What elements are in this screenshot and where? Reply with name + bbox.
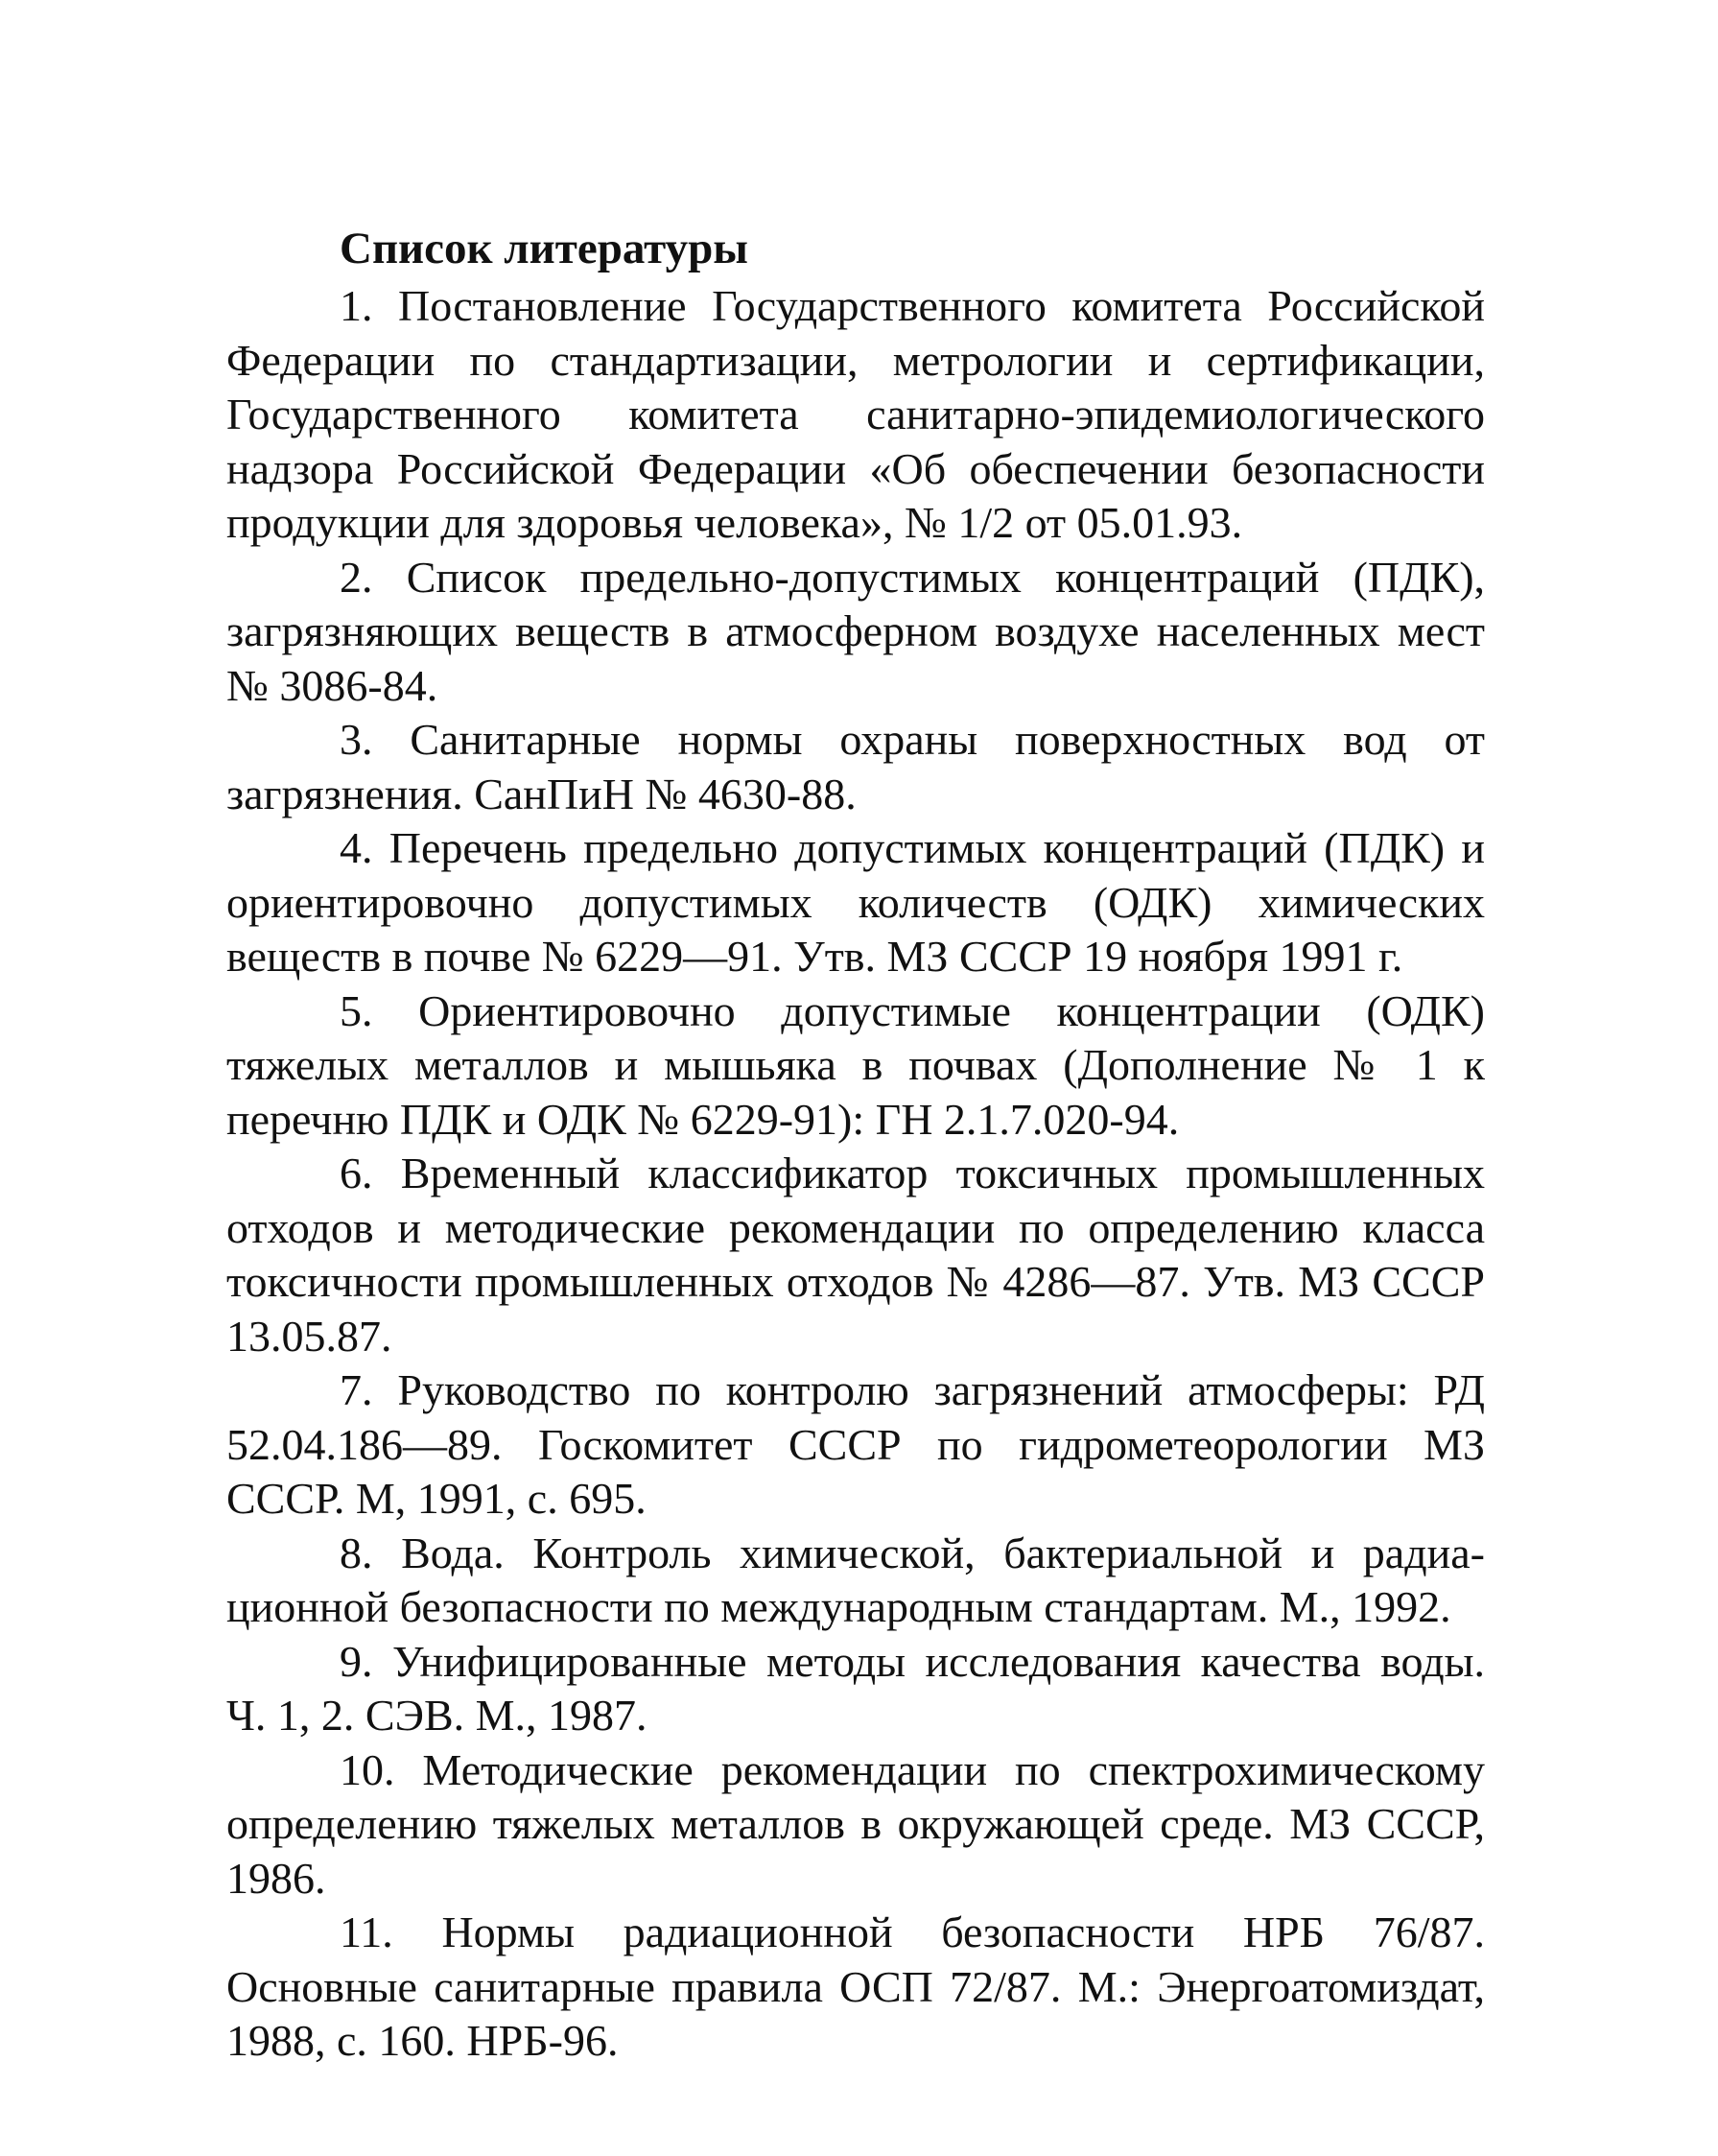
reference-text: Унифицированные методы исследования качества воды. Ч. 1, 2. СЭВ. М., 1987. — [226, 1636, 1485, 1740]
reference-text: Перечень предельно допустимых концентраций (ПДК) и ориентировочно допустимых количеств (ОДК) химических веществ в почве № 6229—91. Утв. МЗ СССР 19 ноября 1991 г. — [226, 823, 1486, 981]
reference-text: Вода. Контроль химической, бактериальной и радиационной безопасности по международным стандартам. М., 1992. — [226, 1528, 1485, 1631]
bibliography-title: Список литературы — [340, 224, 748, 273]
reference-number: 8 . — [340, 1528, 401, 1577]
reference-item — [226, 1906, 1485, 2069]
reference-item — [226, 1527, 1485, 1635]
reference-text: Постановление Государственного комитета Российской Федерации по стандартизации, метрологии и сертификации, Государственного комитета санитарно-эпидемиологического надзора Российской Федерации «Об обеспечении безопасности продукции для здоровья человека», № 1/2 от 05.01.93. — [226, 281, 1485, 547]
reference-text: Санитарные нормы охраны поверхностных вод от загрязнения. СанПиН № 4630-88. — [226, 715, 1485, 818]
reference-item — [226, 984, 1485, 1148]
reference-item — [226, 1363, 1485, 1527]
reference-number: 1 . — [340, 281, 398, 330]
reference-number: 11 . — [340, 1907, 441, 1956]
reference-text: Ориентировочно допустимые концентрации (ОДК) тяжелых металлов и мышьяка в почвах (Дополнение № 1 к перечню ПДК и ОДК № 6229-91): ГН 2.1.7.020-94. — [226, 985, 1485, 1144]
reference-item — [226, 713, 1485, 821]
reference-text: Временный классификатор токсичных промышленных отходов и методические рекомендации по определению класса токсичности промышленных отходов № 4286—87. Утв. МЗ СССР 13.05.87. — [226, 1149, 1485, 1361]
reference-item — [226, 821, 1485, 984]
reference-number: 2 . — [340, 553, 407, 602]
reference-number: 10 . — [340, 1745, 422, 1794]
reference-number: 5 . — [340, 986, 418, 1035]
reference-item — [226, 1743, 1485, 1907]
reference-text: Нормы радиационной безопасности НРБ 76/87. Основные санитарные правила ОСП 72/87. М.: Энергоатомиздат, 1988, с. 160. НРБ-96. — [226, 1907, 1485, 2065]
reference-item — [226, 1147, 1485, 1363]
reference-number: 4 . — [340, 823, 389, 872]
bibliography-section — [226, 219, 1485, 2069]
reference-item — [226, 279, 1485, 551]
reference-number: 9 . — [340, 1637, 392, 1686]
reference-number: 3 . — [340, 715, 410, 764]
reference-number: 7 . — [340, 1365, 397, 1414]
reference-item — [226, 551, 1485, 714]
reference-text: Список предельно-допустимых концентраций (ПДК), загрязняющих веществ в атмосферном воздухе населенных мест № 3086-84. — [226, 552, 1486, 710]
reference-text: Методические рекомендации по спектрохимическому определению тяжелых металлов в окружающей среде. МЗ СССР, 1986. — [226, 1744, 1485, 1903]
reference-item — [226, 1635, 1485, 1743]
reference-text: Руководство по контролю загрязнений атмосферы: РД 52.04.186—89. Госкомитет СССР по гидрометеорологии МЗ СССР. М, 1991, с. 695. — [226, 1365, 1485, 1523]
reference-number: 6 . — [340, 1149, 401, 1197]
